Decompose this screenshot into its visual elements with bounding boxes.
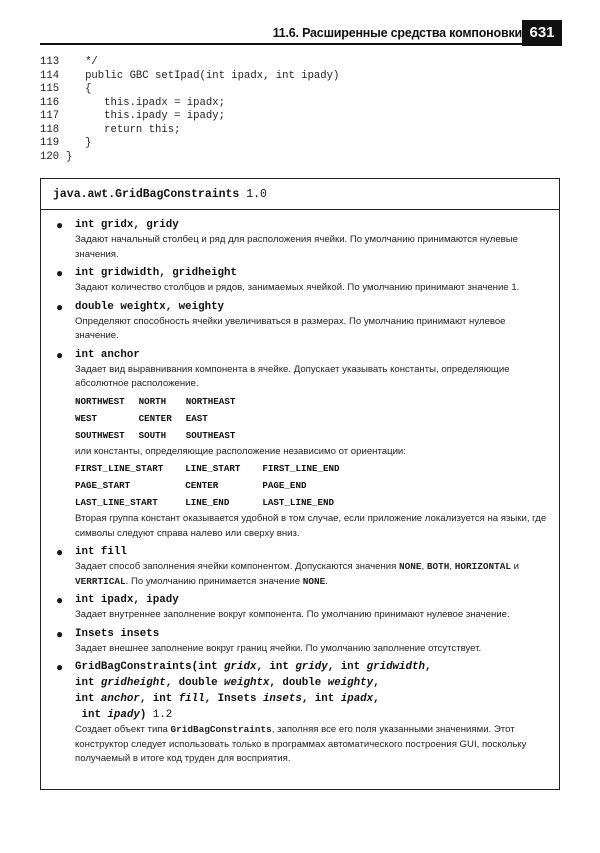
param-name: weighty	[327, 677, 374, 689]
member-description: Задают количество столбцов и рядов, занимаемых ячейкой. По умолчанию принимают значение 1.	[75, 282, 520, 293]
table-row	[75, 410, 249, 427]
bullet-icon: ●	[56, 347, 64, 362]
param-name: fill	[178, 693, 205, 705]
constant-cell: NORTH	[138, 395, 167, 407]
sig-text: )	[139, 709, 147, 721]
text-run: и	[510, 561, 520, 572]
text-run: ,	[449, 561, 455, 572]
constructor-signature	[75, 659, 549, 723]
bullet-icon: ●	[56, 626, 64, 641]
code-text: }	[66, 137, 92, 149]
member-description: Задают начальный столбец и ряд для расположения ячейки. По умолчанию принимаются нулевые значения.	[75, 234, 518, 260]
table-row	[75, 393, 249, 410]
constructor-version: 1.2	[152, 709, 173, 721]
member-description: Вторая группа констант оказывается удобной в том случае, если приложение локализуется на языки, где символы следуют справа налево или сверху вниз.	[75, 513, 547, 539]
param-name: ipadx	[340, 693, 374, 705]
absolute-constants-table	[75, 393, 249, 444]
constant-cell: NORTHWEST	[75, 395, 125, 407]
api-title	[53, 188, 267, 201]
line-number: 114	[40, 69, 60, 82]
param-name: ipady	[107, 709, 140, 721]
line-number: 116	[40, 96, 60, 109]
sig-text: , Insets	[204, 693, 263, 705]
constant-cell: CENTER	[185, 480, 219, 491]
constant-cell: LINE_END	[185, 497, 230, 508]
api-version: 1.0	[246, 188, 267, 201]
member-description	[75, 723, 549, 767]
member-description: Задает внутреннее заполнение вокруг компонента. По умолчанию принимают нулевое значение.	[75, 609, 510, 620]
code-text: {	[66, 83, 92, 95]
code-text: */	[66, 56, 98, 68]
header-rule	[40, 43, 522, 45]
constant-cell: PAGE_END	[262, 480, 307, 491]
member-signature: int ipadx, ipady	[75, 594, 179, 606]
code-line	[40, 70, 560, 84]
sig-text: ,	[373, 677, 380, 689]
api-items	[53, 217, 549, 770]
member-signature: int fill	[75, 546, 127, 558]
constant-cell: SOUTH	[138, 429, 167, 441]
sig-text: , int	[301, 693, 341, 705]
api-item-constructor	[53, 659, 549, 767]
api-item-gridwidth	[53, 265, 549, 296]
bullet-icon: ●	[56, 593, 64, 607]
param-name: anchor	[100, 693, 140, 705]
bullet-icon: ●	[56, 545, 64, 559]
constant-name: HORIZONTAL	[454, 561, 511, 572]
line-number: 113	[40, 56, 60, 68]
param-name: insets	[262, 693, 302, 705]
api-item-anchor	[53, 347, 549, 542]
relative-constants-table	[75, 460, 362, 511]
param-name: gridwidth	[366, 661, 425, 673]
member-signature: int gridwidth, gridheight	[75, 267, 237, 279]
sig-text: int	[81, 709, 108, 721]
code-line	[40, 124, 560, 138]
constant-cell: FIRST_LINE_END	[262, 463, 340, 474]
member-signature: int gridx, gridy	[75, 219, 179, 231]
api-class-name: java.awt.GridBagConstraints	[53, 188, 240, 201]
constant-cell: FIRST_LINE_START	[75, 463, 164, 474]
api-reference-box	[40, 178, 560, 790]
api-item-gridx	[53, 217, 549, 262]
sig-text: , int	[139, 693, 179, 705]
class-name: GridBagConstraints	[170, 724, 272, 735]
line-number: 115	[40, 83, 60, 95]
text-run: , заполняя все его поля указанными значениями. Этот конструктор следует использовать только в программах автоматического построения GUI, поскольку получаемый в итоге код труден для восприятия.	[75, 724, 527, 764]
sig-text: ,	[373, 693, 380, 705]
line-number: 117	[40, 110, 60, 122]
member-signature: double weightx, weighty	[75, 300, 225, 313]
param-name: gridy	[295, 661, 328, 673]
constant-name: BOTH	[426, 561, 450, 572]
page-header	[0, 0, 600, 50]
sig-text: , int	[327, 661, 367, 673]
table-row	[75, 477, 362, 494]
constant-name: NONE	[302, 575, 326, 587]
bullet-icon: ●	[56, 660, 64, 674]
text-run: Задает способ заполнения ячейки компонентом. Допускаются значения	[75, 561, 399, 572]
code-text: return this;	[66, 123, 181, 136]
constant-cell: NORTHEAST	[185, 395, 236, 407]
constant-cell: PAGE_START	[75, 480, 131, 491]
table-row	[75, 460, 362, 477]
code-text: public GBC setIpad(int ipadx, int ipady)	[66, 69, 340, 82]
text-run: Создает объект типа	[75, 724, 171, 735]
page-number: 631	[522, 20, 562, 46]
text-run: .	[325, 575, 328, 587]
table-row	[75, 427, 249, 444]
api-item-insets	[53, 626, 549, 657]
code-line	[40, 110, 560, 124]
chapter-title: 11.6. Расширенные средства компоновки	[272, 26, 522, 40]
constant-cell: LAST_LINE_END	[262, 497, 335, 508]
code-listing	[40, 56, 560, 164]
table-row	[75, 494, 362, 511]
api-item-weight	[53, 299, 549, 344]
api-item-ipad	[53, 592, 549, 623]
constant-cell: EAST	[185, 412, 208, 424]
member-signature: Insets insets	[75, 627, 160, 640]
text-run: ,	[421, 561, 427, 572]
code-line	[40, 151, 560, 165]
sig-text: int	[75, 693, 101, 705]
constant-cell: WEST	[75, 412, 98, 424]
member-description: Определяют способность ячейки увеличиваться в размерах. По умолчанию принимают нулевое значение.	[75, 315, 506, 341]
member-description: Задает вид выравнивания компонента в ячейке. Допускает указывать константы, определяющие абсолютное расположение.	[75, 363, 510, 389]
text-run: . По умолчанию принимается значение	[125, 575, 303, 587]
line-number: 120	[40, 150, 60, 163]
constant-cell: SOUTHWEST	[75, 429, 125, 441]
param-name: gridx	[224, 661, 257, 673]
member-description: или константы, определяющие расположение независимо от ориентации:	[75, 445, 406, 457]
code-text: this.ipadx = ipadx;	[66, 96, 225, 109]
line-number: 119	[40, 137, 60, 149]
code-line	[40, 56, 560, 70]
sig-text: , double	[165, 677, 225, 689]
api-title-separator	[41, 209, 559, 210]
constant-cell: CENTER	[138, 412, 172, 424]
sig-text: , int	[256, 661, 296, 673]
member-description: Задает внешнее заполнение вокруг границ ячейки. По умолчанию заполнение отсутствует.	[75, 642, 482, 654]
bullet-icon: ●	[56, 218, 64, 232]
constant-cell: LAST_LINE_START	[75, 497, 158, 508]
code-text: this.ipady = ipady;	[66, 110, 225, 122]
constant-cell: LINE_START	[185, 463, 241, 474]
param-name: weightx	[224, 677, 270, 689]
bullet-icon: ●	[56, 299, 64, 314]
constant-cell: SOUTHEAST	[185, 429, 236, 441]
member-description	[75, 560, 549, 589]
code-line	[40, 83, 560, 97]
sig-text: int	[75, 677, 101, 689]
sig-text: GridBagConstraints(int	[75, 661, 225, 673]
constant-name: NONE	[399, 561, 422, 572]
code-line	[40, 97, 560, 111]
param-name: gridheight	[100, 677, 166, 689]
sig-text: , double	[269, 677, 328, 689]
api-item-fill	[53, 544, 549, 589]
code-line	[40, 137, 560, 151]
line-number: 118	[40, 123, 60, 136]
bullet-icon: ●	[56, 266, 64, 280]
sig-text: ,	[424, 661, 432, 673]
code-text: }	[66, 150, 73, 163]
constant-name: VERRTICAL	[75, 575, 126, 587]
member-signature: int anchor	[75, 348, 140, 361]
